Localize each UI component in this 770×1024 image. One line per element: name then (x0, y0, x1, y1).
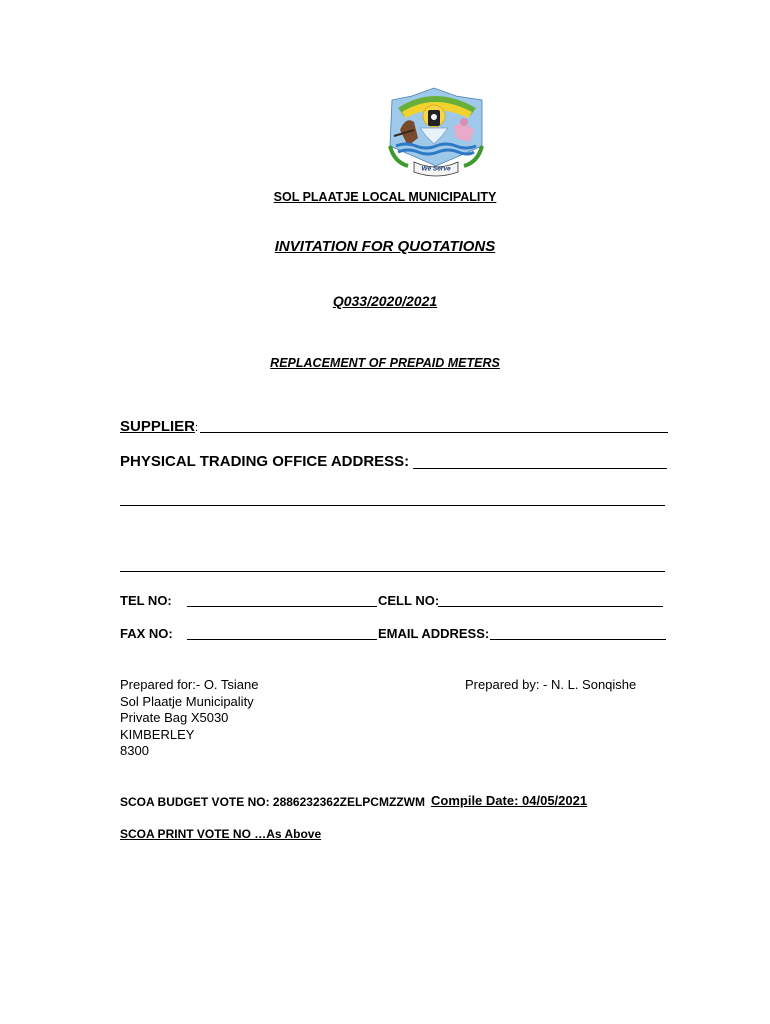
fax-field[interactable] (187, 639, 377, 640)
municipality-name: SOL PLAATJE LOCAL MUNICIPALITY (273, 190, 497, 204)
email-label: EMAIL ADDRESS: (378, 626, 490, 641)
tel-field[interactable] (187, 606, 377, 607)
scoa-budget-vote: SCOA BUDGET VOTE NO: 2886232362ZELPCMZZWM (120, 795, 425, 809)
quote-number: Q033/2020/2021 (332, 293, 438, 309)
municipality-crest-logo (384, 86, 488, 178)
supplier-colon: : (195, 422, 199, 434)
quote-subject: REPLACEMENT OF PREPAID METERS (270, 356, 500, 370)
prepared-for-code: 8300 (120, 743, 149, 759)
cell-field[interactable] (438, 606, 663, 607)
address-field-line-3[interactable] (120, 571, 665, 572)
prepared-for-city: KIMBERLEY (120, 726, 195, 742)
tel-label: TEL NO: (120, 593, 172, 608)
supplier-field[interactable] (200, 432, 668, 433)
prepared-by: Prepared by: - N. L. Sonqishe (465, 677, 637, 692)
supplier-row (120, 418, 198, 435)
cell-label: CELL NO: (378, 593, 440, 608)
address-label: PHYSICAL TRADING OFFICE ADDRESS: (120, 453, 410, 470)
prepared-for-postal: Private Bag X5030 (120, 710, 229, 726)
prepared-for-name: Prepared for:- O. Tsiane (120, 677, 259, 692)
compile-date: Compile Date: 04/05/2021 (431, 793, 588, 808)
email-field[interactable] (490, 639, 666, 640)
prepared-for-block (120, 677, 259, 760)
scoa-print-vote: SCOA PRINT VOTE NO …As Above (120, 827, 322, 841)
address-field-line-2[interactable] (120, 505, 665, 506)
prepared-for-org: Sol Plaatje Municipality (120, 693, 254, 709)
supplier-label: SUPPLIER (120, 418, 196, 435)
fax-label: FAX NO: (120, 626, 173, 641)
logo-motto: We Serve (421, 165, 451, 173)
document-title: INVITATION FOR QUOTATIONS (274, 238, 496, 255)
address-field[interactable] (413, 468, 667, 469)
